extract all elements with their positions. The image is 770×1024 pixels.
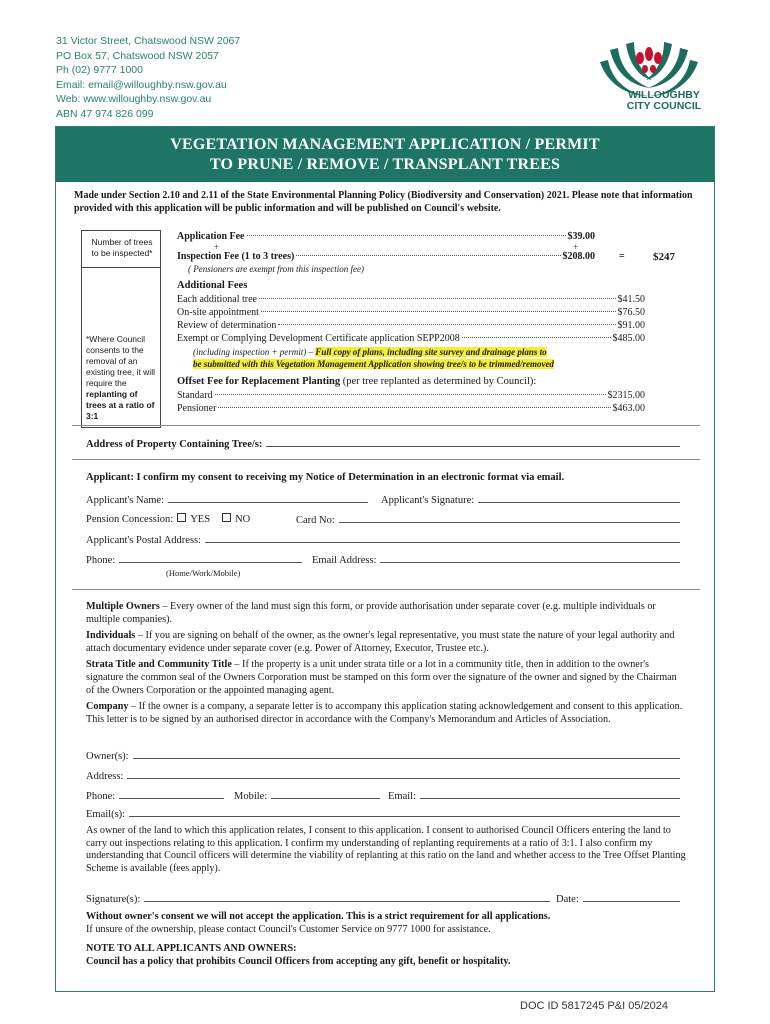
title-line-1: VEGETATION MANAGEMENT APPLICATION / PERMIT [170,136,600,153]
divider [72,589,700,590]
applicant-signature-label: Applicant's Signature: [381,495,475,506]
strata-body: – If the property is a unit under strata title or a lot in a community title, then in addition to the owner's signature the common seal of the Owners Corporation must be stamped on this form over the signature of the owner and signed by the Chairman of the Owners Corporation or the appointed managing agent. [86,659,677,696]
cdc-note-text: (including inspection + permit) – [193,347,314,357]
form-title [56,127,714,182]
applicant-phone-field[interactable] [86,553,302,566]
owner-phone-field[interactable] [86,789,224,802]
consent-requirement [86,911,686,936]
replanting-note-text: *Where Council consents to the removal of an existing tree, it will require the [86,334,155,388]
inspection-fee-value: $208.00 [562,251,595,262]
applicant-consent: Applicant: I confirm my consent to receiving my Notice of Determination in an electronic format via email. [86,472,565,483]
applicant-email-label: Email Address: [312,555,377,566]
fee-row-review [177,320,645,332]
multiple-owners-body: – Every owner of the land must sign this form, or provide authorisation under separate cover (e.g. multiple individuals or multiple companies). [86,601,656,625]
postal-address-field[interactable] [86,533,680,546]
fee-value: $91.00 [617,320,645,331]
strata-text [86,659,686,697]
without-consent-text: Without owner's consent we will not accept the application. This is a strict requirement for all applications. [86,911,551,922]
postal-address-label: Applicant's Postal Address: [86,535,202,546]
card-number-label: Card No: [296,515,335,526]
fee-label: Review of determination [177,320,277,331]
gift-policy-note [86,943,686,968]
applicant-signature-field[interactable] [381,493,680,506]
owner-field[interactable] [86,749,680,762]
owner-mobile-field[interactable] [234,789,380,802]
owner-address-input[interactable] [127,769,680,779]
individuals-title: Individuals [86,630,136,642]
owner-mobile-label: Mobile: [234,791,268,802]
application-fee-label: Application Fee [177,231,245,242]
additional-fees-heading: Additional Fees [177,280,248,291]
website: Web: www.willoughby.nsw.gov.au [56,93,212,105]
company-text [86,701,686,726]
owner-phone-label: Phone: [86,791,116,802]
application-fee-value: $39.00 [567,231,595,242]
individuals-text [86,630,686,655]
owner-emails-field[interactable] [86,807,680,820]
owner-email-field[interactable] [388,789,680,802]
property-address-label: Address of Property Containing Tree/s: [86,439,263,450]
tree-count-label: Number of trees to be inspected* [91,237,153,258]
fee-label: Each additional tree [177,294,257,305]
individuals-body: – If you are signing on behalf of the owner, as the owner's legal representative, you must state the nature of your legal authority and attach documentary evidence under separate cover (e.g. Power of Attorney, Executor, Trustee etc.). [86,630,675,654]
phone-type-note: (Home/Work/Mobile) [166,568,241,578]
owners-paragraph [86,601,686,726]
cdc-highlight-1: Full copy of plans, including site survey and drainage plans to [315,347,547,357]
logo-line-1: WILLOUGHBY [628,89,700,101]
applicant-name-field[interactable] [86,493,368,506]
owner-signature-input[interactable] [144,892,550,902]
council-logo-text [604,90,724,112]
owner-signature-field[interactable] [86,892,550,905]
fee-label: Pensioner [177,403,217,414]
date-input[interactable] [583,892,680,902]
applicant-email-input[interactable] [380,553,680,563]
applicant-signature-input[interactable] [478,493,680,503]
email: Email: email@willoughby.nsw.gov.au [56,78,227,91]
date-label: Date: [556,894,579,905]
divider [72,459,700,460]
pension-concession-field [86,513,250,525]
offset-pensioner-row [177,403,645,415]
fee-row-additional-tree [177,294,645,306]
owner-emails-input[interactable] [129,807,680,817]
inspection-fee-label: Inspection Fee (1 to 3 trees) [177,251,295,262]
equals-sign: = [619,251,625,262]
leader-dots [218,407,610,408]
replanting-ratio: replanting of trees at a ratio of 3:1 [86,389,155,421]
multiple-owners-text [86,601,686,626]
council-contact-block [56,34,240,121]
leader-dots [247,235,566,236]
leader-dots [462,337,611,338]
owner-label: Owner(s): [86,751,129,762]
applicant-name-input[interactable] [168,493,368,503]
note-heading: NOTE TO ALL APPLICANTS AND OWNERS: [86,943,297,954]
no-checkbox[interactable] [222,513,231,522]
property-address-input[interactable] [266,437,680,447]
logo-line-2: CITY COUNCIL [626,100,702,112]
applicant-name-label: Applicant's Name: [86,495,164,506]
company-body: – If the owner is a company, a separate letter is to accompany this application stating acknowledgement and consent to this application. This letter is to be signed by an authorised director in accordance with the Company's Memorandum and Articles of Association. [86,701,683,725]
date-field[interactable] [556,892,680,905]
divider [72,425,700,426]
replanting-note [86,334,158,422]
yes-checkbox[interactable] [177,513,186,522]
owner-email-label: Email: [388,791,416,802]
total-fee: $247 [653,251,675,263]
applicant-phone-input[interactable] [119,553,302,563]
title-line-2: TO PRUNE / REMOVE / TRANSPLANT TREES [209,156,561,173]
fee-value: $76.50 [617,307,645,318]
fee-row-onsite [177,307,645,319]
owner-signature-label: Signature(s): [86,894,141,905]
cdc-note [193,347,547,357]
card-number-input[interactable] [339,513,680,523]
abn: ABN 47 974 826 099 [56,107,154,120]
fee-value: $41.50 [617,294,645,305]
owner-input[interactable] [133,749,680,759]
applicant-phone-label: Phone: [86,555,116,566]
offset-standard-row [177,390,645,402]
card-number-field[interactable] [296,513,680,526]
fee-value: $2315.00 [607,390,645,401]
owner-address-field[interactable] [86,769,680,782]
property-address-field[interactable] [86,437,680,450]
plus-sign: + [214,242,220,252]
offset-fee-subtitle: (per tree replanted as determined by Council): [342,376,537,387]
owner-emails-label: Email(s): [86,809,126,820]
plus-sign-right: + [573,242,579,252]
phone: Ph (02) 9777 1000 [56,64,143,76]
inspection-fee-row [177,251,595,263]
application-fee-row [177,231,595,243]
leader-dots [278,324,615,325]
no-label: NO [235,514,251,525]
leader-dots [259,298,616,299]
postal-address-input[interactable] [205,533,680,543]
owner-phone-input[interactable] [119,789,224,799]
offset-fee-heading [177,376,536,387]
note-text: Council has a policy that prohibits Council Officers from accepting any gift, benefit or hospitality. [86,955,511,967]
yes-label: YES [190,514,211,525]
cdc-highlight-2: be submitted with this Vegetation Management Application showing tree/s to be trimmed/removed [193,359,554,369]
intro-text: Made under Section 2.10 and 2.11 of the State Environmental Planning Policy (Biodiversity and Conservation) 2021. Please note that information provided with this application will be public information and will be published on Council's website. [74,190,693,214]
tree-count-box[interactable] [81,230,161,428]
applicant-email-field[interactable] [312,553,680,566]
fee-label: Exempt or Complying Development Certificate application SEPP2008 [177,333,460,344]
offset-fee-title: Offset Fee for Replacement Planting [177,376,341,387]
multiple-owners-title: Multiple Owners [86,601,160,612]
tree-count-divider [82,267,160,268]
fee-value: $463.00 [612,403,645,414]
owner-consent-text: As owner of the land to which this application relates, I consent to this application. I consent to authorised Council Officers entering the land to carry out inspections relating to this application. I confirm my understanding of replanting requirements at a ratio of 3:1. I also confirm my understanding that Council officers will determine the viability of replanting at this ratio on the land and whether access to the Tree Offset Planting Scheme is available (fees apply). [86,825,686,874]
street-address: 31 Victor Street, Chatswood NSW 2067 [56,35,241,47]
form-frame [55,126,715,992]
leader-dots [215,394,606,395]
owner-email-input[interactable] [420,789,680,799]
owner-address-label: Address: [86,771,124,782]
cdc-note-line-2 [193,359,554,369]
po-box: PO Box 57, Chatswood NSW 2057 [56,49,219,62]
fee-row-cdc [177,333,645,345]
leader-dots [261,311,616,312]
fee-label: On-site appointment [177,307,259,318]
company-title: Company [86,701,129,713]
strata-title: Strata Title and Community Title [86,659,232,671]
doc-id-footer: DOC ID 5817245 P&I 05/2024 [520,1000,668,1012]
fee-label: Standard [177,390,213,401]
unsure-ownership-text: If unsure of the ownership, please contact Council's Customer Service on 9777 1000 for assistance. [86,923,491,935]
owner-mobile-input[interactable] [271,789,380,799]
pension-concession-label: Pension Concession: [86,514,174,525]
pensioner-exempt-note: ( Pensioners are exempt from this inspection fee) [188,264,365,274]
fee-value: $485.00 [612,333,645,344]
leader-dots [296,255,560,256]
